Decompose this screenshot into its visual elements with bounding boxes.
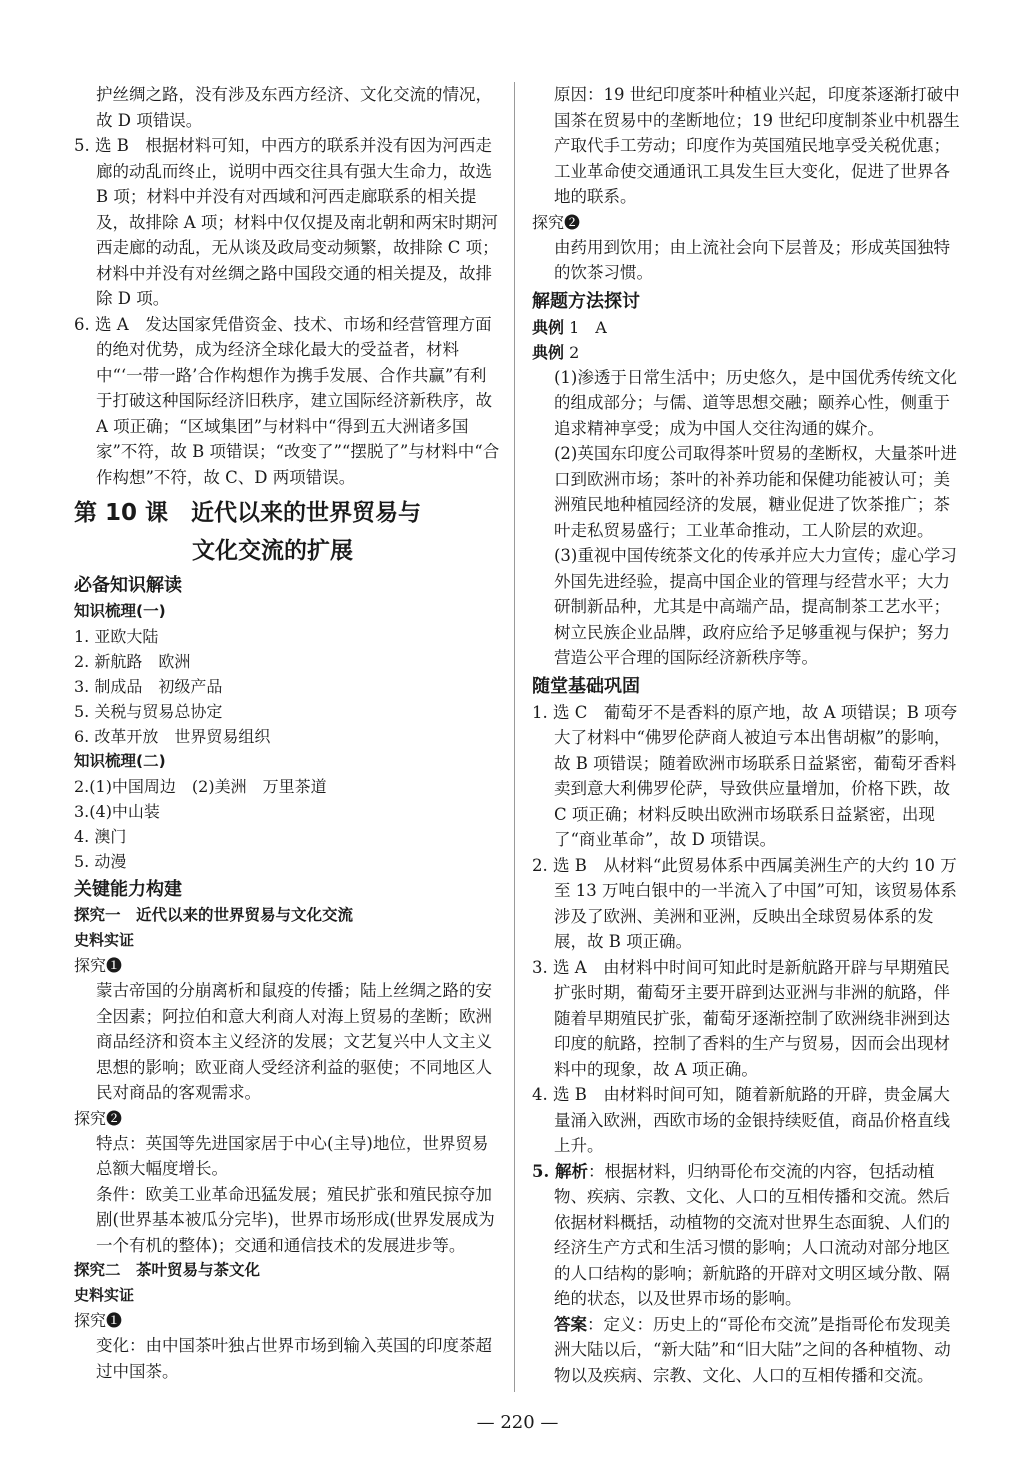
list-item: 2.(1)中国周边 (2)美洲 万里茶道 <box>74 777 327 796</box>
example-2 <box>532 340 960 365</box>
analysis-text: ：根据材料，归纳哥伦布交流的内容，包括动植物、疾病、宗教、文化、人口的互相传播和交流。然后依据材料概括，动植物的交流对世界生态面貌、人们的经济生产方式和生活习惯的影响；人口流动对部分地区的人口结构的影响；新航路的开辟对文明区域分散、隔绝的状态，以及世界市场的影响。 <box>554 1161 950 1308</box>
explore-1-2-conditions: 条件：欧美工业革命迅猛发展；殖民扩张和殖民掠夺加剧(世界基本被瓜分完毕)，世界市场形成(世界发展成为一个有机的整体)；交通和通信技术的发展进步等。 <box>96 1184 495 1255</box>
list-item: 2. 新航路 欧洲 <box>74 652 191 671</box>
answer-4-continued: 护丝绸之路，没有涉及东西方经济、文化交流的情况，故 D 项错误。 <box>96 85 492 130</box>
example-1-value: 1 A <box>564 317 607 337</box>
list-item: 6. 改革开放 世界贸易组织 <box>74 727 271 746</box>
list-item: 5. 动漫 <box>74 852 127 871</box>
quiz-answer-4: 4. 选 B 由材料时间可知，随着新航路的开辟，贵金属大量涌入欧洲，西欧市场的金银持续贬值，商品价格直线上升。 <box>532 1085 950 1155</box>
answer-5: 5. 选 B 根据材料可知，中西方的联系并没有因为河西走廊的动乱而终止，说明中西交往具有强大生命力，故选 B 项；材料中并没有对西域和河西走廊联系的相关提及，故排除 A 项；材料中仅仅提及南北朝和两宋时期河西走廊的动乱，无从谈及政局变动频繁，故排除 C 项；材料中并没有对丝绸之路中国段交通的相关提及，故排除 D 项。 <box>74 136 499 308</box>
label-explore-1-2: 探究❷ <box>74 1108 123 1128</box>
analysis-label: 5. 解析 <box>532 1161 588 1181</box>
quiz-answer-5-answer <box>532 1312 960 1389</box>
label-explore-2-1: 探究❶ <box>74 1311 123 1330</box>
label-shiliao-2: 史料实证 <box>74 1286 135 1304</box>
explore-2-title: 探究二 茶叶贸易与茶文化 <box>74 1261 261 1279</box>
explore-1-title: 探究一 近代以来的世界贸易与文化交流 <box>74 906 354 924</box>
subheading-zhishi-2: 知识梳理(二) <box>74 752 166 770</box>
explore-1-1-text: 蒙古帝国的分崩离析和鼠疫的传播；陆上丝绸之路的安全因素；阿拉伯和意大利商人对海上贸易的垄断；欧洲商品经济和资本主义经济的发展；文艺复兴中人文主义思想的影响；欧亚商人受经济利益的驱使；不同地区人民对商品的客观需求。 <box>96 981 492 1102</box>
section-heading-suitang: 随堂基础巩固 <box>532 675 640 697</box>
answer-6: 6. 选 A 发达国家凭借资金、技术、市场和经营管理方面的绝对优势，成为经济全球化最大的受益者，材料中“‘一带一路’合作构想作为携手发展、合作共赢”有利于打破这种国际经济旧秩序，建立国际经济新秩序，故 A 项正确；“区域集团”与材料中“得到五大洲诸多国家”不符，故 B 项错误；“改变了”“摆脱了”与材料中“合作构想”不符，故 C、D 两项错误。 <box>74 314 500 487</box>
example-1-label: 典例 <box>532 317 565 337</box>
right-column <box>532 82 960 1388</box>
section-heading-guanjian: 关键能力构建 <box>74 879 182 900</box>
lesson-title <box>74 494 502 570</box>
answer-label: 答案 <box>554 1314 587 1334</box>
label-explore-2-2: 探究❷ <box>532 212 581 232</box>
explore-2-1-text: 变化：由中国茶叶独占世界市场到输入英国的印度茶超过中国茶。 <box>96 1336 492 1381</box>
list-item: 4. 澳门 <box>74 827 127 846</box>
label-shiliao-1: 史料实证 <box>74 931 135 949</box>
column-divider <box>514 82 515 1392</box>
list-item: 1. 亚欧大陆 <box>74 627 159 646</box>
example-1 <box>532 315 960 340</box>
list-item: 5. 关税与贸易总协定 <box>74 702 223 721</box>
explore-2-1-reasons: 原因：19 世纪印度茶叶种植业兴起，印度茶逐渐打破中国茶在贸易中的垄断地位；19 世纪印度制茶业中机器生产取代手工劳动；印度作为英国殖民地享受关税优惠；工业革命使交通通讯工具发生巨大变化，促进了世界各地的联系。 <box>554 85 960 206</box>
explore-2-2-text: 由药用到饮用；由上流社会向下层普及；形成英国独特的饮茶习惯。 <box>554 237 950 282</box>
left-column <box>74 82 502 1384</box>
lesson-title-line2: 文化交流的扩展 <box>192 538 353 564</box>
quiz-answer-5-analysis <box>532 1159 960 1312</box>
page-number: — 220 — <box>476 1412 559 1433</box>
example-2-value: 2 <box>564 342 580 362</box>
example-2-part-2: (2)英国东印度公司取得茶叶贸易的垄断权，大量茶叶进口到欧洲市场；茶叶的补养功能和保健功能被认可；美洲殖民地种植园经济的发展，糖业促进了饮茶推广；茶叶走私贸易盛行；工业革命推动，工人阶层的欢迎。 <box>554 444 957 540</box>
example-2-part-1: (1)渗透于日常生活中；历史悠久，是中国优秀传统文化的组成部分；与儒、道等思想交融；颐养心性，侧重于追求精神享受；成为中国人交往沟通的媒介。 <box>554 367 957 438</box>
section-heading-jieti: 解题方法探讨 <box>532 290 640 312</box>
quiz-answer-2: 2. 选 B 从材料“此贸易体系中西属美洲生产的大约 10 万至 13 万吨白银中的一半流入了中国”可知，该贸易体系涉及了欧洲、美洲和亚洲，反映出全球贸易体系的发展，故 B 项正确。 <box>532 855 957 951</box>
list-item: 3.(4)中山装 <box>74 802 160 821</box>
explore-1-2-features: 特点：英国等先进国家居于中心(主导)地位，世界贸易总额大幅度增长。 <box>96 1133 489 1178</box>
example-2-part-3: (3)重视中国传统茶文化的传承并应大力宣传；虚心学习外国先进经验，提高中国企业的管理与经营水平；大力研制新品种，尤其是中高端产品，提高制茶工艺水平；树立民族企业品牌，政府应给予足够重视与保护；努力营造公平合理的国际经济新秩序等。 <box>554 546 957 667</box>
subheading-zhishi-1: 知识梳理(一) <box>74 602 166 620</box>
quiz-answer-1: 1. 选 C 葡萄牙不是香料的原产地，故 A 项错误；B 项夸大了材料中“佛罗伦萨商人被迫亏本出售胡椒”的影响，故 B 项错误；随着欧洲市场联系日益紧密，葡萄牙香料卖到意大利佛罗伦萨，导致供应量增加，价格下跌，故 C 项正确；材料反映出欧洲市场联系日益紧密，出现了“商业革命”，故 D 项错误。 <box>532 702 958 849</box>
quiz-answer-3: 3. 选 A 由材料中时间可知此时是新航路开辟与早期殖民扩张时期，葡萄牙主要开辟到达亚洲与非洲的航路，伴随着早期殖民扩张，葡萄牙逐渐控制了欧洲绕非洲到达印度的航路，控制了香料的生产与贸易，因而会出现材料中的现象，故 A 项正确。 <box>532 957 950 1079</box>
list-item: 3. 制成品 初级产品 <box>74 677 223 696</box>
example-2-label: 典例 <box>532 342 565 362</box>
lesson-title-line1: 第 10 课 近代以来的世界贸易与 <box>74 500 422 526</box>
label-explore-1-1: 探究❶ <box>74 956 123 975</box>
answer-text: ：定义：历史上的“哥伦布交流”是指哥伦布发现美洲大陆以后，“新大陆”和“旧大陆”之间的各种植物、动物以及疾病、宗教、文化、人口的互相传播和交流。 <box>554 1314 951 1385</box>
section-heading-bibei: 必备知识解读 <box>74 575 182 596</box>
